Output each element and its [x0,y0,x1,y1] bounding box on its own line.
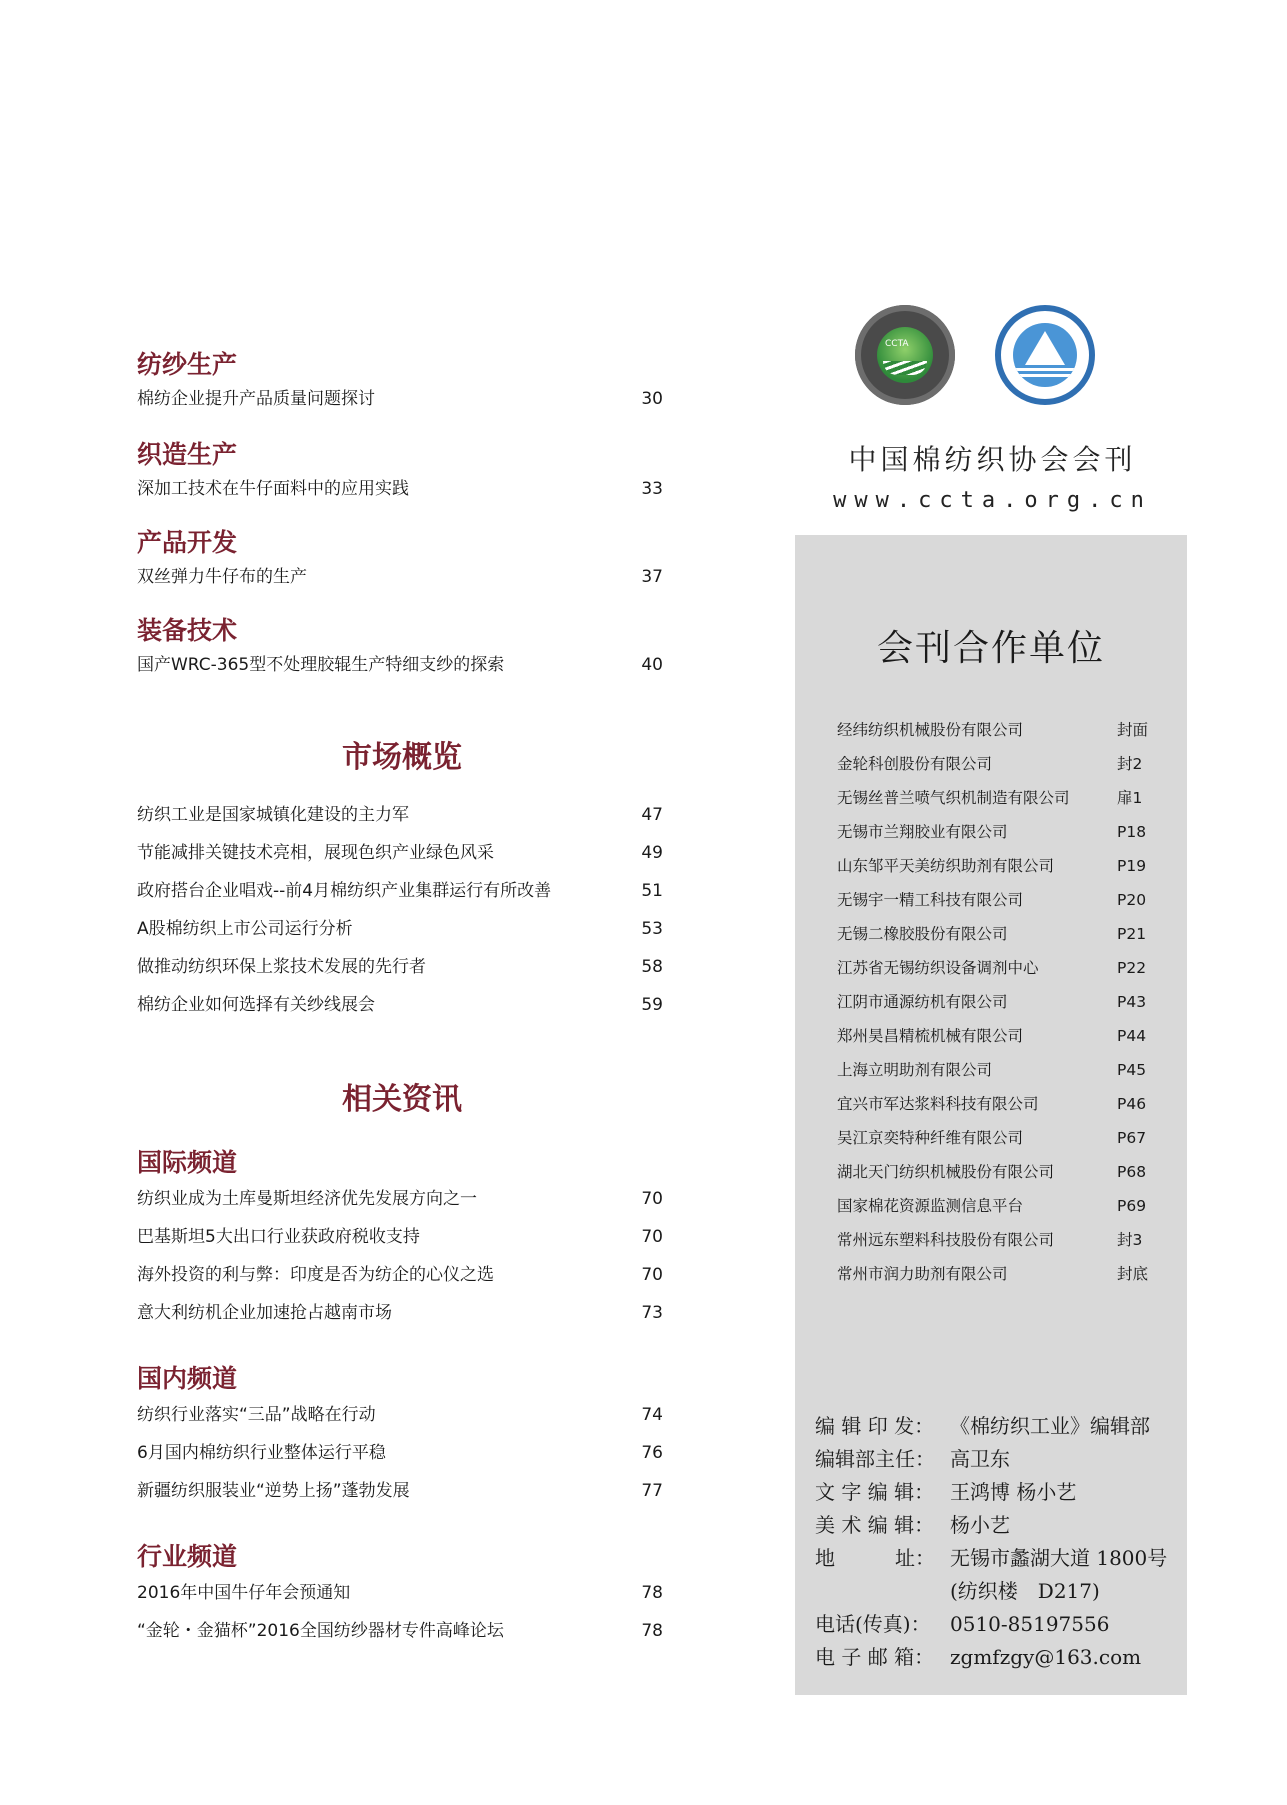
partner-name: 常州市润力助剂有限公司 [837,1265,1008,1283]
section-heading-international: 国际频道 [137,1148,238,1177]
toc-row[interactable] [137,1300,667,1326]
partner-row [837,1223,1157,1257]
partner-page: P45 [1117,1061,1147,1079]
toc-row[interactable] [137,954,667,980]
editorial-row [815,1575,1187,1608]
editorial-label: 地 址： [815,1546,935,1570]
partner-row [837,1189,1157,1223]
partner-name: 宜兴市军达浆料科技有限公司 [837,1095,1039,1113]
editorial-label: 编 辑 印 发： [815,1414,935,1438]
toc-page: 77 [641,1481,663,1501]
partner-row [837,1019,1157,1053]
toc-row[interactable] [137,802,667,828]
editorial-value: 《棉纺织工业》编辑部 [950,1414,1150,1438]
toc-title: 新疆纺织服装业“逆势上扬”蓬勃发展 [137,1481,410,1501]
editorial-value: 0510-85197556 [950,1612,1110,1636]
toc-row[interactable] [137,1618,667,1644]
toc-title: 双丝弹力牛仔布的生产 [137,567,307,587]
partner-name: 无锡二橡胶股份有限公司 [837,925,1008,943]
partner-name: 湖北天门纺织机械股份有限公司 [837,1163,1055,1181]
toc-page: 51 [641,881,663,901]
ccta-logo-icon [855,305,955,405]
editorial-row [815,1476,1187,1509]
editorial-label: 文 字 编 辑： [815,1480,935,1504]
editorial-value[interactable]: zgmfzgy@163.com [950,1645,1142,1669]
partner-page: 封3 [1117,1231,1143,1249]
toc-title: “金轮・金猫杯”2016全国纺纱器材专件高峰论坛 [137,1621,504,1641]
toc-title: 纺织业成为土库曼斯坦经济优先发展方向之一 [137,1189,477,1209]
toc-title: 2016年中国牛仔年会预通知 [137,1583,351,1603]
partner-page: 扉1 [1117,789,1143,807]
website-link[interactable]: www.ccta.org.cn [833,488,1152,513]
section-heading-industry: 行业频道 [137,1542,238,1571]
partner-row [837,917,1157,951]
toc-title: 做推动纺织环保上浆技术发展的先行者 [137,957,426,977]
toc-title: 纺织行业落实“三品”战略在行动 [137,1405,376,1425]
partner-row [837,1121,1157,1155]
partner-row [837,1155,1157,1189]
partner-row [837,849,1157,883]
partner-row [837,883,1157,917]
editorial-row [815,1641,1187,1674]
partner-row [837,985,1157,1019]
toc-row[interactable] [137,1440,667,1466]
section-heading-weaving: 织造生产 [137,440,238,469]
editorial-value: 无锡市蠡湖大道 1800号 [950,1546,1168,1570]
section-heading-spinning: 纺纱生产 [137,350,238,379]
toc-page: 73 [641,1303,663,1323]
section-heading-equipment: 装备技术 [137,616,238,645]
partner-row [837,713,1157,747]
partner-name: 山东邹平天美纺织助剂有限公司 [837,857,1055,875]
toc-page: 33 [641,479,663,499]
journal-name: 中国棉纺织协会会刊 [848,443,1137,476]
partner-row [837,1053,1157,1087]
partner-page: P46 [1117,1095,1147,1113]
toc-row[interactable] [137,840,667,866]
toc-row[interactable] [137,386,667,412]
editorial-label [815,1575,950,1608]
toc-title: A股棉纺织上市公司运行分析 [137,919,353,939]
partner-name: 上海立明助剂有限公司 [837,1061,993,1079]
partner-page: P21 [1117,925,1147,943]
section-heading-domestic: 国内频道 [137,1364,238,1393]
toc-page: 49 [641,843,663,863]
toc-title: 6月国内棉纺织行业整体运行平稳 [137,1443,386,1463]
toc-page: 78 [641,1583,663,1603]
partner-row [837,951,1157,985]
toc-row[interactable] [137,476,667,502]
partner-page: P22 [1117,959,1147,977]
partner-page: P68 [1117,1163,1147,1181]
toc-title: 深加工技术在牛仔面料中的应用实践 [137,479,409,499]
partner-list [837,713,1157,1291]
partner-name: 国家棉花资源监测信息平台 [837,1197,1024,1215]
partner-page: P69 [1117,1197,1147,1215]
ccta-logo-text: CCTA [885,339,909,349]
editorial-value: 杨小艺 [950,1513,1010,1537]
editorial-row [815,1608,1187,1641]
cooperation-panel [795,535,1187,1695]
partner-name: 金轮科创股份有限公司 [837,755,993,773]
partner-row [837,781,1157,815]
partner-row [837,1087,1157,1121]
toc-row[interactable] [137,1186,667,1212]
editorial-label: 电话(传真)： [815,1612,931,1636]
toc-row[interactable] [137,992,667,1018]
editorial-row [815,1410,1187,1443]
partner-name: 常州远东塑料科技股份有限公司 [837,1231,1055,1249]
toc-page: 70 [641,1227,663,1247]
editorial-row [815,1443,1187,1476]
editorial-row [815,1542,1187,1575]
logos [855,300,1125,410]
toc-page: 30 [641,389,663,409]
toc-page: 70 [641,1189,663,1209]
section-heading-news: 相关资讯 [342,1082,462,1117]
toc-page: 37 [641,567,663,587]
toc-page: 76 [641,1443,663,1463]
toc-page: 47 [641,805,663,825]
editorial-value: 高卫东 [950,1447,1010,1471]
editorial-info [815,1410,1187,1674]
partner-name: 郑州昊昌精梳机械有限公司 [837,1027,1024,1045]
toc-page: 59 [641,995,663,1015]
partner-name: 无锡市兰翔胶业有限公司 [837,823,1008,841]
section-heading-market: 市场概览 [342,740,462,775]
toc-row[interactable] [137,878,667,904]
editorial-label: 电 子 邮 箱： [815,1645,935,1669]
toc-page: 53 [641,919,663,939]
toc-row[interactable] [137,564,667,590]
toc-title: 棉纺企业提升产品质量问题探讨 [137,389,375,409]
toc-row[interactable] [137,1478,667,1504]
toc-page: 74 [641,1405,663,1425]
partner-page: 封底 [1117,1265,1149,1283]
partner-name: 经纬纺织机械股份有限公司 [837,721,1024,739]
toc-title: 巴基斯坦5大出口行业获政府税收支持 [137,1227,420,1247]
section-heading-product-dev: 产品开发 [137,528,238,557]
toc-page: 40 [641,655,663,675]
table-of-contents [137,350,667,1644]
toc-page: 58 [641,957,663,977]
partner-name: 江阴市通源纺机有限公司 [837,993,1008,1011]
partner-page: 封面 [1117,721,1149,739]
partner-row [837,1257,1157,1291]
partner-name: 吴江京奕特种纤维有限公司 [837,1129,1024,1147]
jiangnan-university-logo-icon [995,305,1095,405]
partner-page: P44 [1117,1027,1147,1045]
toc-title: 意大利纺机企业加速抢占越南市场 [137,1303,392,1323]
toc-row[interactable] [137,1262,667,1288]
toc-row[interactable] [137,1580,667,1606]
partner-page: 封2 [1117,755,1143,773]
partner-row [837,815,1157,849]
toc-title: 政府搭台企业唱戏--前4月棉纺织产业集群运行有所改善 [137,881,552,901]
toc-row[interactable] [137,652,667,678]
partner-page: P18 [1117,823,1147,841]
editorial-value: 王鸿博 杨小艺 [950,1480,1077,1504]
toc-title: 棉纺企业如何选择有关纱线展会 [137,995,375,1015]
toc-title: 节能减排关键技术亮相，展现色织产业绿色风采 [137,843,494,863]
toc-title: 国产WRC-365型不处理胶辊生产特细支纱的探索 [137,655,505,675]
editorial-label: 美 术 编 辑： [815,1513,935,1537]
editorial-value: (纺织楼 D217) [950,1579,1100,1603]
editorial-label: 编辑部主任： [815,1447,935,1471]
partner-page: P43 [1117,993,1147,1011]
partner-row [837,747,1157,781]
toc-title: 纺织工业是国家城镇化建设的主力军 [137,805,409,825]
toc-row[interactable] [137,1402,667,1428]
partner-name: 无锡宇一精工科技有限公司 [837,891,1024,909]
cooperation-title: 会刊合作单位 [876,628,1105,669]
partner-name: 江苏省无锡纺织设备调剂中心 [837,959,1039,977]
partner-page: P20 [1117,891,1147,909]
toc-page: 78 [641,1621,663,1641]
partner-page: P19 [1117,857,1147,875]
editorial-row [815,1509,1187,1542]
partner-page: P67 [1117,1129,1147,1147]
toc-page: 70 [641,1265,663,1285]
partner-name: 无锡丝普兰喷气织机制造有限公司 [837,789,1070,807]
toc-title: 海外投资的利与弊：印度是否为纺企的心仪之选 [137,1265,494,1285]
toc-row[interactable] [137,916,667,942]
toc-row[interactable] [137,1224,667,1250]
